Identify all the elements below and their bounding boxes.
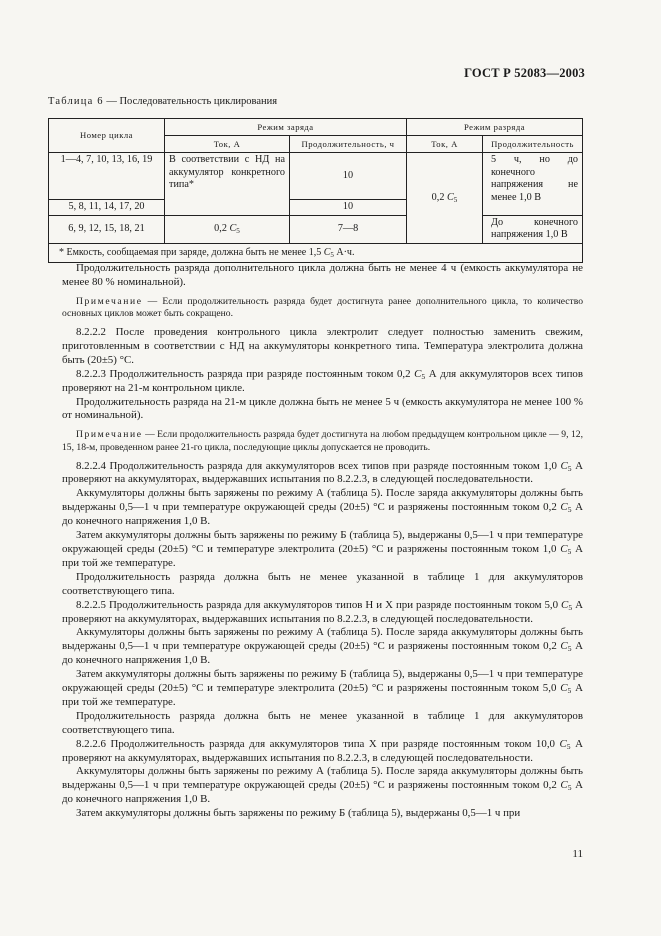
paragraph: Затем аккумуляторы должны быть заряжены по режиму Б (таблица 5), выдержаны 0,5—1 ч при температуре окружающей среды (20±5) °С и температуре электролита (20±5) °С и разряжены постоянным током 5,0 $C_5$ А при той же температуре.: [62, 668, 583, 708]
document-code-header: ГОСТ Р 52083—2003: [464, 66, 585, 80]
paragraph: 8.2.2.3 Продолжительность разряда при разряде постоянным током 0,2 $C_5$ А для аккумуляторов всех типов проверяют на 21-м контрольном цикле.: [62, 367, 583, 394]
col-discharge-mode: Режим разряда: [407, 119, 583, 136]
cell-discharge-current: 0,2 $C_5$: [407, 153, 483, 244]
cell-cycles: 6, 9, 12, 15, 18, 21: [49, 215, 165, 243]
paragraph: Продолжительность разряда должна быть не менее указанной в таблице 1 для аккумуляторов соответствующего типа.: [62, 570, 583, 597]
cell-cycles: 1—4, 7, 10, 13, 16, 19: [49, 153, 165, 200]
cell-discharge-duration: 5 ч, но до конечного напряжения не менее 1,0 В: [483, 153, 583, 216]
table-caption: [48, 96, 277, 107]
paragraph: Аккумуляторы должны быть заряжены по режиму А (таблица 5). После заряда аккумуляторы должны быть выдержаны 0,5—1 ч при температуре окружающей среды (20±5) °С и разряжены постоянным током 0,2 $C_5$ А до конечного напряжения 1,0 В.: [62, 487, 583, 528]
body-text: [62, 262, 583, 821]
cell-charge-duration: 7—8: [290, 215, 407, 243]
cell-discharge-duration: До конечного напряжения 1,0 В: [483, 215, 583, 243]
table-caption-label: Таблица 6: [48, 96, 104, 107]
cell-charge-current: В соответствии с НД на аккумулятор конкретного типа*: [165, 153, 290, 216]
table-footnote: * Емкость, сообщаемая при заряде, должна быть не менее 1,5 $C_5$ А·ч.: [49, 243, 583, 263]
col-cycle-number: Номер цикла: [49, 119, 165, 153]
page-number: 11: [572, 848, 583, 860]
cell-charge-current: 0,2 $C_5$: [165, 215, 290, 243]
paragraph: Продолжительность разряда на 21-м цикле должна быть не менее 5 ч (емкость аккумулятора не менее 100 % от номинальной).: [62, 395, 583, 422]
table-caption-text: — Последовательность циклирования: [103, 96, 278, 107]
col-charge-mode: Режим заряда: [165, 119, 407, 136]
col-charge-current: Ток, А: [165, 136, 290, 153]
note-paragraph: Примечание — Если продолжительность разряда будет достигнута ранее дополнительного цикла, то количество основных циклов может быть сокращено.: [62, 295, 583, 320]
paragraph: Продолжительность разряда дополнительного цикла должна быть не менее 4 ч (емкость аккумулятора не менее 80 % номинальной).: [62, 262, 583, 288]
paragraph: 8.2.2.2 После проведения контрольного цикла электролит следует полностью заменить свежим, приготовленным в соответствии с НД на аккумуляторы конкретного типа. Температура электролита должна быть (20±5) °С.: [62, 326, 583, 366]
cycling-sequence-table: [48, 118, 583, 263]
col-charge-duration: Продолжительность, ч: [290, 136, 407, 153]
table-row: [49, 215, 583, 243]
cell-cycles: 5, 8, 11, 14, 17, 20: [49, 200, 165, 216]
col-discharge-duration: Продолжительность: [483, 136, 583, 153]
paragraph: Затем аккумуляторы должны быть заряжены по режиму Б (таблица 5), выдержаны 0,5—1 ч при: [76, 807, 521, 820]
cell-charge-duration: 10: [290, 153, 407, 200]
paragraph: Аккумуляторы должны быть заряжены по режиму А (таблица 5). После заряда аккумуляторы должны быть выдержаны 0,5—1 ч при температуре окружающей среды (20±5) °С и разряжены постоянным током 0,2 $C_5$ А до конечного напряжения 1,0 В.: [62, 765, 583, 806]
paragraph: 8.2.2.4 Продолжительность разряда для аккумуляторов всех типов при разряде постоянным током 1,0 $C_5$ А проверяют на аккумуляторах, выдержавших испытания по 8.2.2.3, в следующей последовательности.: [62, 459, 583, 486]
cell-charge-duration: 10: [290, 200, 407, 216]
col-discharge-current: Ток, А: [407, 136, 483, 153]
paragraph: 8.2.2.6 Продолжительность разряда для аккумуляторов типа Х при разряде постоянным током 10,0 $C_5$ А проверяют на аккумуляторах, выдержавших испытания по 8.2.2.3, в следующей последовательности.: [62, 737, 583, 764]
note-paragraph: Примечание — Если продолжительность разряда будет достигнута на любом предыдущем контрольном цикле — 9, 12, 15, 18-м, проведенном ранее 21-го цикла, последующие циклы допускается не проводить.: [62, 429, 583, 453]
paragraph: 8.2.2.5 Продолжительность разряда для аккумуляторов типов Н и Х при разряде постоянным током 5,0 $C_5$ А проверяют на аккумуляторах, выдержавших испытания по 8.2.2.3, в следующей последовательности.: [62, 598, 583, 625]
table-footnote-row: [49, 243, 583, 263]
paragraph: Продолжительность разряда должна быть не менее указанной в таблице 1 для аккумуляторов соответствующего типа.: [62, 709, 583, 736]
paragraph: Аккумуляторы должны быть заряжены по режиму А (таблица 5). После заряда аккумуляторы должны быть выдержаны 0,5—1 ч при температуре окружающей среды (20±5) °С и разряжены постоянным током 0,2 $C_5$ А до конечного напряжения 1,0 В.: [62, 626, 583, 667]
table-row: [49, 153, 583, 200]
paragraph: Затем аккумуляторы должны быть заряжены по режиму Б (таблица 5), выдержаны 0,5—1 ч при температуре окружающей среды (20±5) °С и температуре электролита (20±5) °С и разряжены постоянным током 1,0 $C_5$ А при той же температуре.: [62, 529, 583, 569]
